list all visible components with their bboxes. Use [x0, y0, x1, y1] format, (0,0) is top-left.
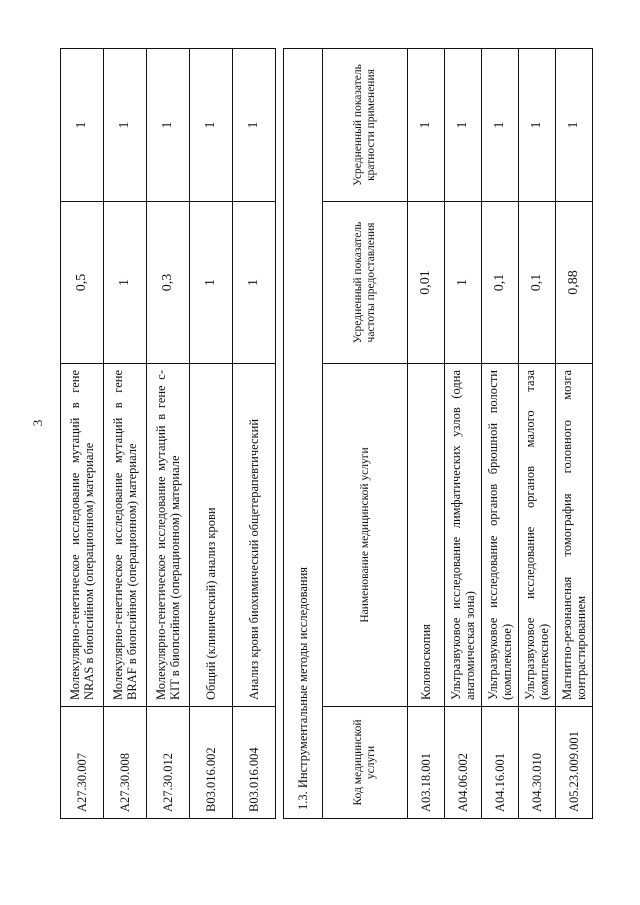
frequency-value: 1 — [233, 202, 276, 364]
service-name: Ультразвуковое исследование органов малого таза (комплексное) — [519, 364, 556, 707]
instrumental-methods-table — [283, 48, 593, 819]
section-row — [284, 48, 323, 818]
table-row — [519, 48, 556, 818]
service-name: Молекулярно-генетическое исследование мутаций в гене BRAF в биопсийном (операционном) материале — [104, 364, 147, 707]
multiplicity-value: 1 — [519, 48, 556, 201]
multiplicity-value: 1 — [556, 48, 593, 201]
service-name: Магнитно-резонансная томография головного мозга контрастированием — [556, 364, 593, 707]
table-row — [482, 48, 519, 818]
table-row — [61, 49, 104, 819]
multiplicity-value: 1 — [190, 49, 233, 202]
multiplicity-value: 1 — [445, 48, 482, 201]
frequency-value: 0,1 — [482, 202, 519, 364]
multiplicity-value: 1 — [482, 48, 519, 201]
table-row — [233, 49, 276, 819]
frequency-value: 1 — [104, 202, 147, 364]
frequency-value: 1 — [190, 202, 233, 364]
service-code: B03.016.002 — [190, 707, 233, 819]
service-code: A27.30.008 — [104, 707, 147, 819]
frequency-value: 0,01 — [408, 202, 445, 364]
header-code: Код медицинской услуги — [323, 707, 408, 819]
service-code: A27.30.012 — [147, 707, 190, 819]
service-code: B03.016.004 — [233, 707, 276, 819]
header-frequency: Усредненный показатель частоты предоставления — [323, 202, 408, 364]
multiplicity-value: 1 — [104, 49, 147, 202]
service-name: Молекулярно-генетическое исследование мутаций в гене c-KIT в биопсийном (операционном) материале — [147, 364, 190, 707]
table-row — [556, 48, 593, 818]
lab-methods-table — [60, 48, 276, 819]
section-title: 1.3. Инструментальные методы исследования — [284, 48, 323, 818]
service-code: A04.06.002 — [445, 707, 482, 819]
frequency-value: 0,5 — [61, 202, 104, 364]
multiplicity-value: 1 — [233, 49, 276, 202]
multiplicity-value: 1 — [408, 48, 445, 201]
header-multiplicity: Усредненный показатель кратности применения — [323, 48, 408, 201]
service-code: A04.16.001 — [482, 707, 519, 819]
table-row — [190, 49, 233, 819]
frequency-value: 1 — [445, 202, 482, 364]
service-name: Молекулярно-генетическое исследование мутаций в гене NRAS в биопсийном (операционном) материале — [61, 364, 104, 707]
table-row — [147, 49, 190, 819]
service-name: Общий (клинический) анализ крови — [190, 364, 233, 707]
table-row — [104, 49, 147, 819]
header-row — [323, 48, 408, 818]
multiplicity-value: 1 — [61, 49, 104, 202]
service-code: A03.18.001 — [408, 707, 445, 819]
frequency-value: 0,3 — [147, 202, 190, 364]
service-name: Анализ крови биохимический общетерапевтический — [233, 364, 276, 707]
frequency-value: 0,1 — [519, 202, 556, 364]
service-code: A05.23.009.001 — [556, 707, 593, 819]
service-name: Ультразвуковое исследование лимфатических узлов (одна анатомическая зона) — [445, 364, 482, 707]
table-row — [408, 48, 445, 818]
service-name: Колоноскопия — [408, 364, 445, 707]
header-name: Наименование медицинской услуги — [323, 364, 408, 707]
service-name: Ультразвуковое исследование органов брюшной полости (комплексное) — [482, 364, 519, 707]
table-row — [445, 48, 482, 818]
page-number: 3 — [30, 419, 45, 427]
multiplicity-value: 1 — [147, 49, 190, 202]
service-code: A27.30.007 — [61, 707, 104, 819]
service-code: A04.30.010 — [519, 707, 556, 819]
frequency-value: 0,88 — [556, 202, 593, 364]
